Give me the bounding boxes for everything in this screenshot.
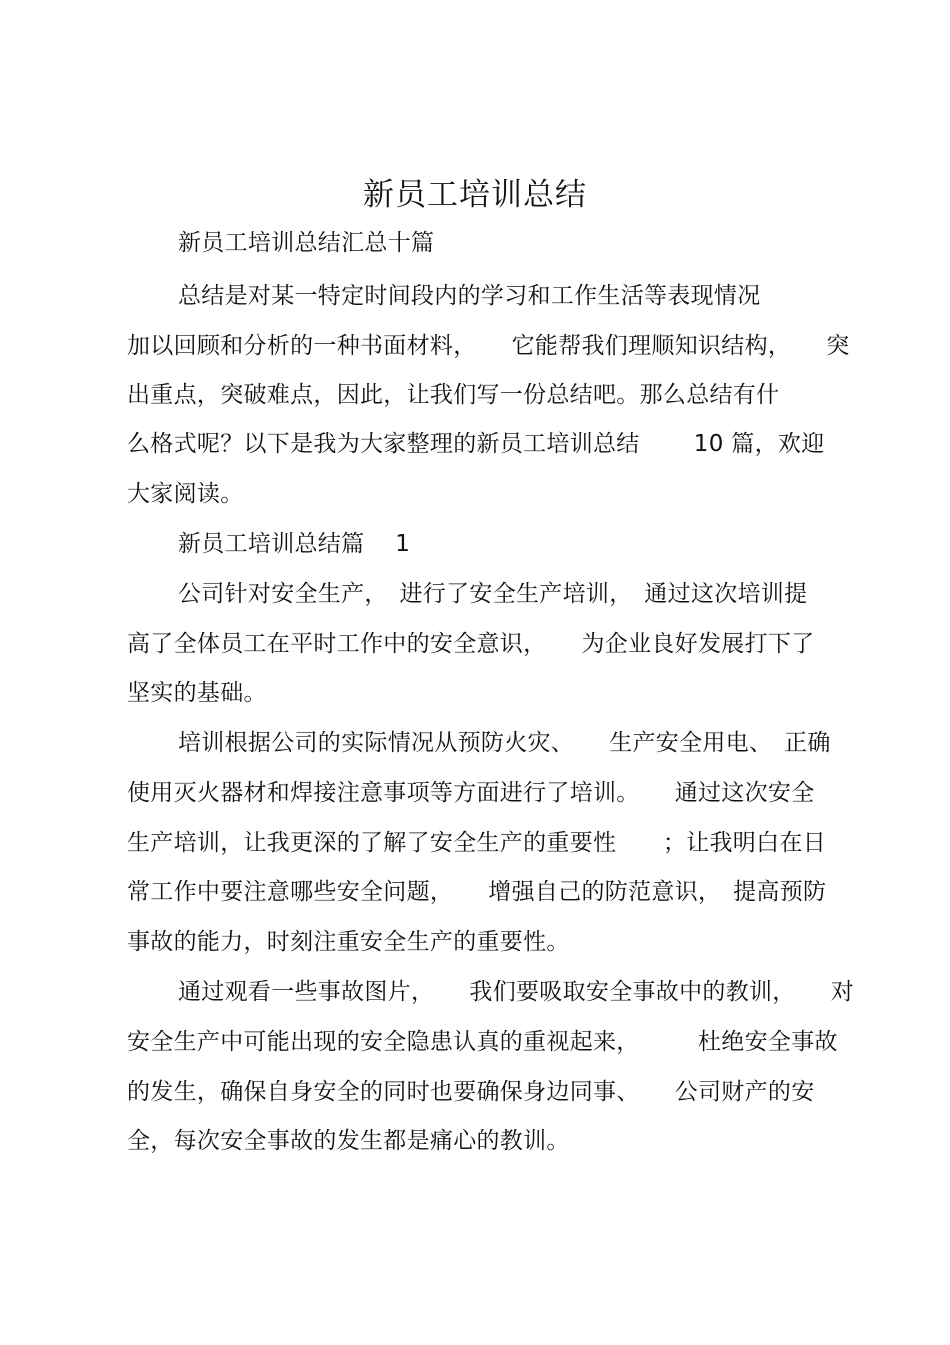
intro-line-3: 出重点，突破难点，因此，让我们写一份总结吧。那么总结有什	[127, 382, 780, 408]
intro-line-1: 总结是对某一特定时间段内的学习和工作生活等表现情况	[178, 283, 761, 309]
paragraph-2-line-4: 常工作中要注意哪些安全问题， 增强自己的防范意识， 提高预防	[127, 879, 827, 905]
intro-line-4: 么格式呢？以下是我为大家整理的新员工培训总结 10 篇，欢迎	[127, 431, 825, 457]
paragraph-1-line-1: 公司针对安全生产， 进行了安全生产培训， 通过这次培训提	[178, 581, 808, 607]
paragraph-2-line-2: 使用灭火器材和焊接注意事项等方面进行了培训。 通过这次安全	[127, 780, 815, 806]
paragraph-3-line-1: 通过观看一些事故图片， 我们要吸取安全事故中的教训， 对	[178, 979, 854, 1005]
intro-line-2: 加以回顾和分析的一种书面材料， 它能帮我们理顺知识结构， 突	[127, 333, 850, 359]
paragraph-1-line-2: 高了全体员工在平时工作中的安全意识， 为企业良好发展打下了	[127, 631, 815, 657]
paragraph-3-line-2: 安全生产中可能出现的安全隐患认真的重视起来， 杜绝安全事故	[127, 1029, 838, 1055]
intro-line-5: 大家阅读。	[127, 481, 244, 507]
paragraph-3-line-3: 的发生，确保自身安全的同时也要确保身边同事、 公司财产的安	[127, 1079, 815, 1105]
paragraph-2-line-3: 生产培训，让我更深的了解了安全生产的重要性 ；让我明白在日	[127, 830, 826, 856]
paragraph-2-line-1: 培训根据公司的实际情况从预防火灾、 生产安全用电、 正确	[178, 730, 831, 756]
paragraph-3-line-4: 全，每次安全事故的发生都是痛心的教训。	[127, 1128, 570, 1154]
document-subtitle: 新员工培训总结汇总十篇	[178, 230, 435, 256]
paragraph-2-line-5: 事故的能力，时刻注重安全生产的重要性。	[127, 929, 570, 955]
document-title: 新员工培训总结	[363, 177, 587, 213]
paragraph-1-line-3: 坚实的基础。	[127, 680, 267, 706]
section-heading: 新员工培训总结篇 1	[178, 531, 411, 557]
